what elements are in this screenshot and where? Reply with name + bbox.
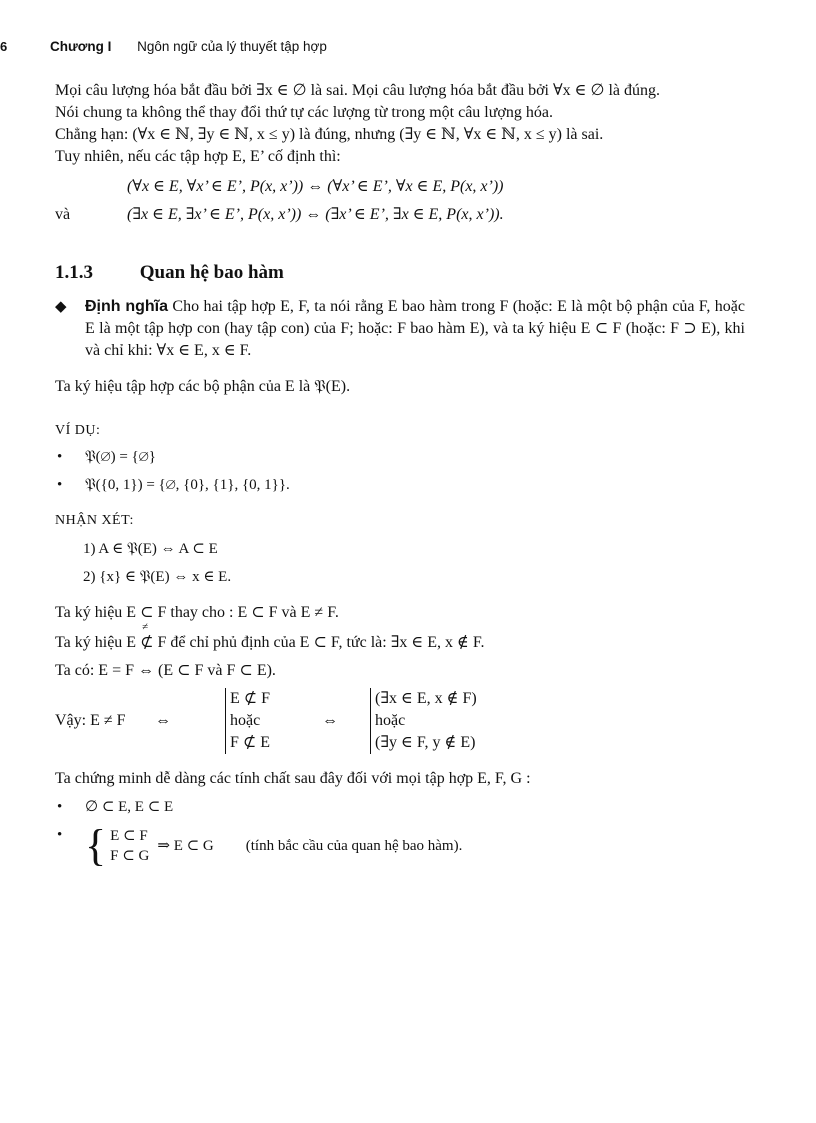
definition-block [55,296,745,362]
notation-1-post: F thay cho : E ⊂ F và E ≠ F. [157,604,339,621]
intro-paragraph-4: Tuy nhiên, nếu các tập hợp E, E’ cố định thì: [55,148,341,165]
properties-list [55,796,745,868]
list-item: • 𝔓(∅) = {∅} [55,446,745,468]
diamond-bullet-icon: ◆ [55,299,67,315]
definition-term: Định nghĩa [85,298,169,315]
page-body [55,80,745,874]
left-brace: • { [85,821,107,870]
chapter-label: Chương I [50,39,112,54]
list-item: 1) A ∈ 𝔓(E) ⇔ A ⊂ E [83,541,218,557]
system-arrow-right: ⇔ [322,712,338,729]
formula-block [55,176,745,226]
property-bottom-line: F ⊂ G [110,848,150,864]
property-top-line: E ⊂ F [110,828,148,844]
chapter-title: Ngôn ngữ của lý thuyết tập hợp [137,39,327,54]
property-result: ⇒ E ⊂ G [157,838,214,854]
section-number: 1.1.3 [55,262,93,283]
system-left-bracket [225,688,322,754]
powerset-note: Ta ký hiệu tập hợp các bộ phận của E là 𝔓(E). [55,378,351,395]
example-label: VÍ DỤ: [55,423,101,438]
system-left-line: hoặc [230,712,261,729]
notation-1-pre: Ta ký hiệu E [55,604,137,621]
properties-intro: Ta chứng minh dễ dàng các tính chất sau đây đối với mọi tập hợp E, F, G : [55,770,531,787]
system-right-line: hoặc [375,712,406,729]
system-left-line: F ⊄ E [230,734,271,751]
page-number: 6 [0,39,8,54]
intro-paragraph-2: Nói chung ta không thể thay đổi thứ tự các lượng từ trong một câu lượng hóa. [55,104,553,121]
system-lead: Vậy: E ≠ F [55,712,126,729]
definition-text: Cho hai tập hợp E, F, ta nói rằng E bao hàm trong F (hoặc: E là một bộ phận của F, hoặc E là một tập hợp con (hay tập con) của F; hoặc: F bao hàm E), và ta ký hiệu E ⊂ F (hoặc: F ⊃ E), khi và chỉ khi: ∀x ∈ E, x ∈ F. [85,298,746,359]
equivalence-system [55,688,745,754]
formula-1: (∀x ∈ E, ∀x’ ∈ E’, P(x, x’)) ⇔ (∀x’ ∈ E’, ∀x ∈ E, P(x, x’)) [127,178,504,195]
list-item: • ∅ ⊂ E, E ⊂ E [55,796,745,818]
notation-1 [55,602,745,624]
system-right-line: (∃y ∈ F, y ∉ E) [375,734,476,751]
example-list [55,446,745,496]
list-item [55,821,745,870]
notation-3: Ta có: E = F ⇔ (E ⊂ F và F ⊂ E). [55,662,276,679]
section-title: Quan hệ bao hàm [139,262,284,283]
formula-2: (∃x ∈ E, ∃x’ ∈ E’, P(x, x’)) ⇔ (∃x’ ∈ E’, ∃x ∈ E, P(x, x’)). [127,206,504,223]
system-left-line: E ⊄ F [230,690,271,707]
property-note: (tính bắc cầu của quan hệ bao hàm). [245,838,463,854]
list-item: • 𝔓({0, 1}) = {∅, {0}, {1}, {0, 1}}. [55,474,745,496]
notation-2: Ta ký hiệu E ⊄ F để chỉ phủ định của E ⊂ F, tức là: ∃x ∈ E, x ∉ F. [55,634,485,651]
section-heading [55,262,745,284]
intro-paragraph-1: Mọi câu lượng hóa bắt đầu bởi ∃x ∈ ∅ là sai. Mọi câu lượng hóa bắt đầu bởi ∀x ∈ ∅ là đúng. [55,82,660,99]
subset-neq-symbol: ⊂ ≠ [140,602,153,624]
intro-paragraph-3: Chẳng hạn: (∀x ∈ ℕ, ∃y ∈ ℕ, x ≤ y) là đúng, nhưng (∃y ∈ ℕ, ∀x ∈ ℕ, x ≤ y) là sai. [55,126,604,143]
remark-label: NHẬN XÉT: [55,513,134,528]
running-header [50,36,327,58]
and-label: và [55,206,71,223]
system-right-bracket [370,688,477,754]
remark-list [83,538,745,588]
system-arrow-left: ⇔ [155,712,171,729]
system-right-line: (∃x ∈ E, x ∉ F) [375,690,477,707]
list-item: 2) {x} ∈ 𝔓(E) ⇔ x ∈ E. [83,569,232,585]
